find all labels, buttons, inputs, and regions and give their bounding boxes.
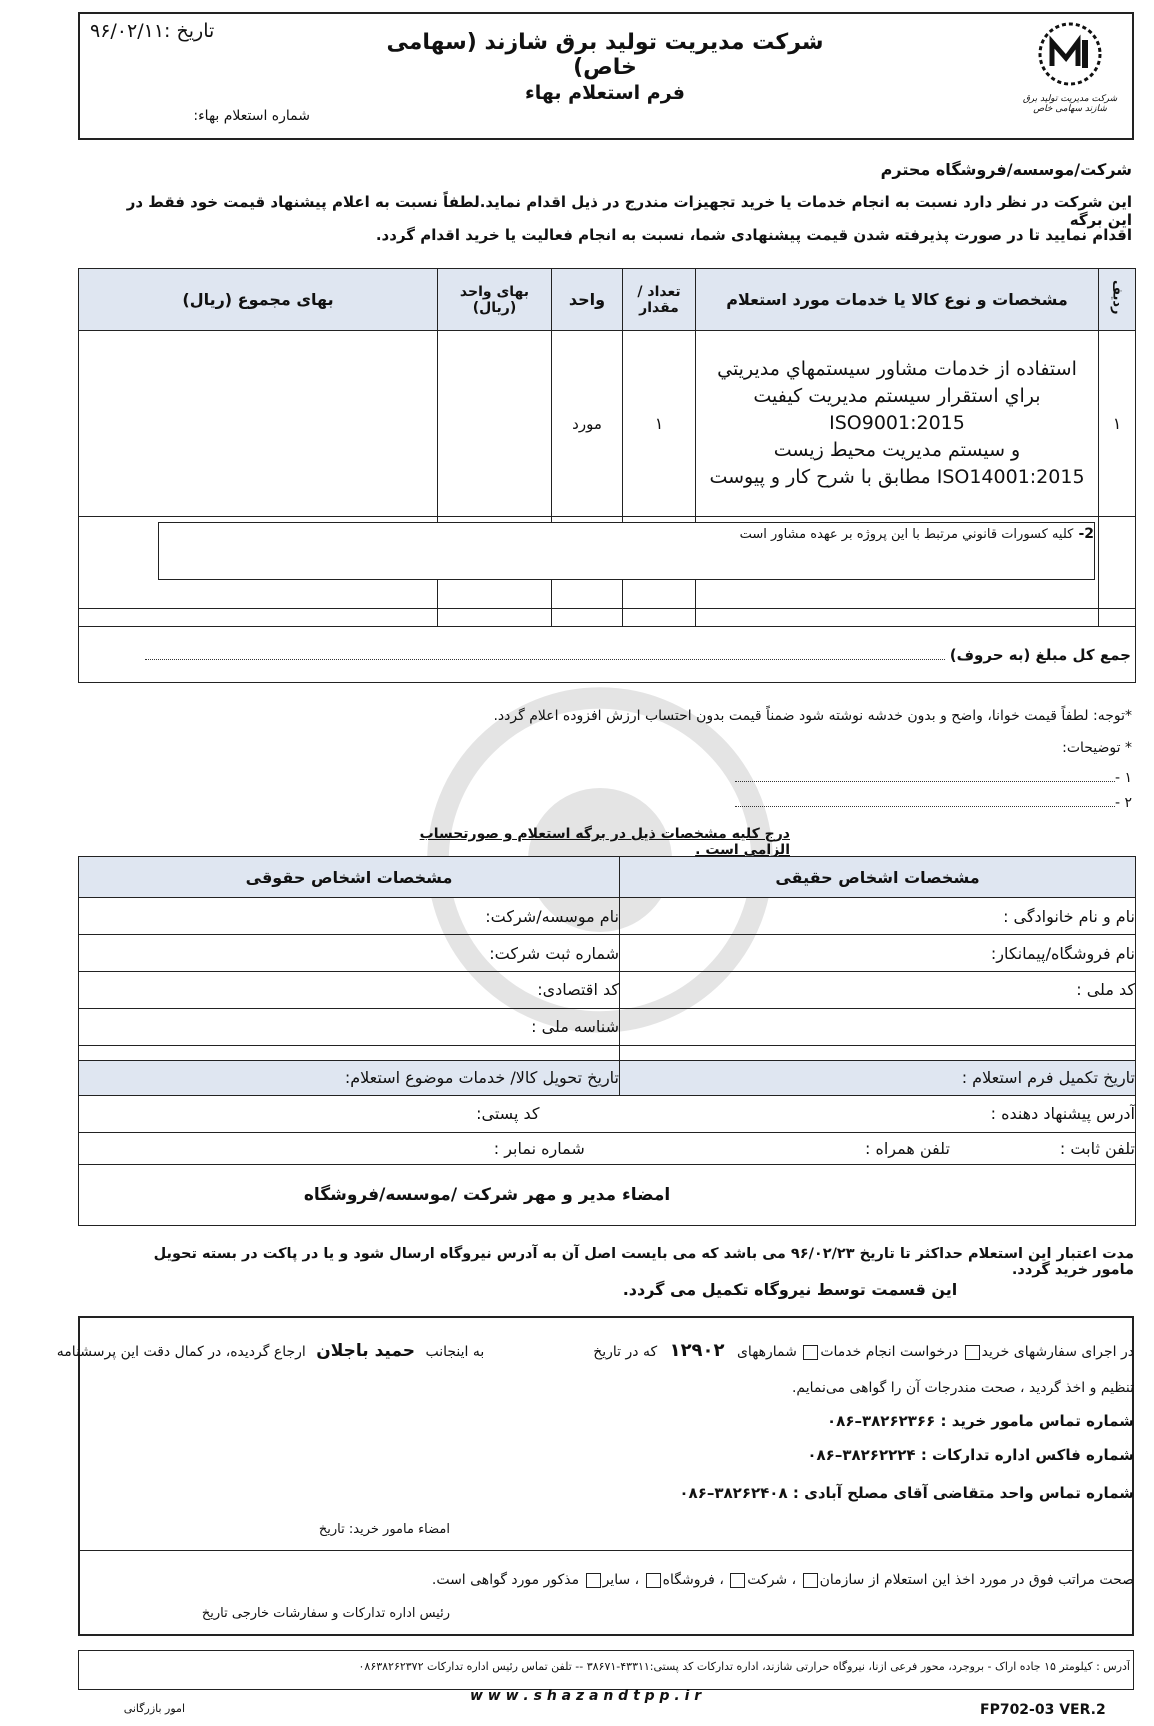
footer-address: آدرس : کیلومتر ۱۵ جاده اراک - بروجرد، محور فرعی ازنا، نیروگاه حرارتی شازند، اداره تدارکات کد پستی:۴۳۳۱۱-۳۸۶۷۱ -- تلفن تماس رئیس اداره تدارکات ۰۸۶۳۸۲۶۲۳۷۲ <box>358 1660 1130 1673</box>
phone-field[interactable]: تلفن ثابت : <box>1059 1138 1135 1158</box>
signature-label: امضاء مدیر و مهر شرکت /موسسه/فروشگاه <box>303 1185 671 1206</box>
company-name-field[interactable]: نام موسسه/شرکت: <box>79 898 620 935</box>
item-unit: مورد <box>552 331 623 517</box>
shop-checkbox[interactable] <box>646 1573 661 1588</box>
fax-field[interactable]: شماره نمابر : <box>493 1138 585 1158</box>
address-field[interactable]: آدرس پیشنهاد دهنده : <box>620 1095 1136 1132</box>
economic-code-field[interactable]: کد اقتصادی: <box>79 972 620 1009</box>
plant-box <box>56 1316 1134 1636</box>
persons-table <box>78 856 1136 1226</box>
procurement-head-label: رئیس اداره تدارکات و سفارشات خارجی تاریخ <box>201 1606 450 1621</box>
explanation-2-field[interactable] <box>735 796 1115 807</box>
col-row-header: ردیف <box>1099 269 1136 331</box>
attention-note: *توجه: لطفاً قیمت خوانا، واضح و بدون خدشه نوشته شود ضمناً قیمت بدون احتساب ارزش افزوده اعلام گردد. <box>493 708 1132 724</box>
organization-checkbox[interactable] <box>803 1573 818 1588</box>
purchase-order-checkbox[interactable] <box>965 1345 980 1360</box>
note-number: 2- <box>1078 526 1094 542</box>
explanation-2: ۲ - <box>710 795 1132 811</box>
col-qty-header: تعداد / مقدار <box>623 269 696 331</box>
form-code: FP702-03 VER.2 <box>980 1702 1106 1718</box>
purchasing-agent: حمید باجلان <box>316 1341 416 1361</box>
intro-line-1: این شرکت در نظر دارد نسبت به انجام خدمات یا خرید تجهیزات مندرج در ذیل اقدام نماید.لطفاً نسبت به اعلام پیشنهاد قیمت خود فقط در این برگه <box>126 193 1132 229</box>
agent-signature-label: امضاء مامور خرید: تاریخ <box>318 1522 450 1537</box>
col-desc-header: مشخصات و نوع کالا یا خدمات مورد استعلام <box>696 269 1099 331</box>
mobile-field[interactable]: تلفن همراه : <box>864 1138 950 1158</box>
logo-text: شرکت مدیریت تولید برق شازند سهامی خاص <box>1022 94 1118 114</box>
order-number: ۱۲۹۰۲ <box>669 1340 725 1361</box>
explanation-1-field[interactable] <box>735 771 1115 782</box>
intro-line-2: اقدام نمایید تا در صورت پذیرفته شدن قیمت پیشنهادی شما، نسبت به انجام فعالیت یا خرید اقدام گردد. <box>375 226 1132 244</box>
sum-in-words-row <box>79 627 1136 683</box>
note-text: كليه كسورات قانوني مرتبط با اين پروژه بر عهده مشاور است <box>739 527 1074 542</box>
completion-date-field[interactable]: تاریخ تکمیل فرم استعلام : <box>620 1060 1136 1095</box>
col-unit-price-header: بهای واحد (ریال) <box>438 269 552 331</box>
procurement-fax: شماره فاکس اداره تدارکات : ۳۸۲۶۲۲۲۴–۰۸۶ <box>807 1446 1134 1464</box>
inquiry-date: تاریخ :۹۶/۰۲/۱۱ <box>90 20 215 42</box>
item-total-price[interactable] <box>79 331 438 517</box>
item-description: استفاده از خدمات مشاور سيستمهاي مديريتي براي استقرار سيستم مديريت كيفيت ISO9001:2015 و سيستم مديريت محيط زيست ISO14001:2015 مطابق با شرح كار و پيوست <box>696 331 1099 517</box>
verification-line: صحت مراتب فوق در مورد اخذ این استعلام از سازمان ، شرکت ، فروشگاه ، سایر مذکور مورد گواهی است. <box>431 1572 1134 1588</box>
national-id-field[interactable]: شناسه ملی : <box>79 1008 620 1045</box>
inquiry-number-label: شماره استعلام بهاء: <box>193 108 310 124</box>
company-name: شرکت مدیریت تولید برق شازند (سهامی خاص) <box>386 30 824 80</box>
signature-row <box>79 1165 1136 1226</box>
legal-persons-header: مشخصات اشخاص حقوقی <box>79 857 620 898</box>
phones-row <box>79 1132 1136 1165</box>
registration-number-field[interactable]: شماره ثبت شرکت: <box>79 935 620 972</box>
col-unit-header: واحد <box>552 269 623 331</box>
plant-box-divider <box>78 1550 1134 1551</box>
website: w w w . s h a z a n d t p p . i r <box>470 1688 702 1704</box>
department-label: امور بازرگانی <box>123 1702 185 1715</box>
plant-line-2: تنظیم و اخذ گردید ، صحت مندرجات آن را گواهی می‌نمایم. <box>791 1380 1134 1396</box>
validity-note: مدت اعتبار این استعلام حداکثر تا تاریخ ۹۶/۰۲/۲۳ می باشد که می بایست اصل آن به آدرس نیروگاه ارسال شود و یا در پاکت در بسته تحویل مامور خرید گردد. <box>153 1246 1134 1278</box>
national-code-field[interactable]: کد ملی : <box>620 972 1136 1009</box>
item-row-number: ۱ <box>1099 331 1136 517</box>
items-table <box>78 268 1136 683</box>
salutation: شرکت/موسسه/فروشگاه محترم <box>880 160 1132 179</box>
explanations-label: * توضیحات: <box>1062 740 1132 756</box>
agent-contact: شماره تماس مامور خرید : ۳۸۲۶۲۳۶۶–۰۸۶ <box>827 1412 1134 1430</box>
mandatory-note: درج کلیه مشخصات ذیل در برگه استعلام و صورتحساب الزامی است . <box>419 826 790 858</box>
item-quantity: ۱ <box>623 331 696 517</box>
other-checkbox[interactable] <box>586 1573 601 1588</box>
explanation-1: ۱ - <box>710 770 1132 786</box>
col-total-header: بهای مجموع (ریال) <box>79 269 438 331</box>
postal-code-field[interactable]: کد پستی: <box>79 1095 620 1132</box>
plant-line-1: در اجرای سفارشهای خرید درخواست انجام خدمات شمارههای ۱۲۹۰۲ که در تاریخ به اینجانب حمید باجلان ارجاع گردیده، در کمال دقت این پرسشنامه <box>56 1340 1134 1361</box>
table-row <box>79 331 1136 517</box>
company-checkbox[interactable] <box>730 1573 745 1588</box>
delivery-date-field[interactable]: تاریخ تحویل کالا/ خدمات موضوع استعلام: <box>79 1060 620 1095</box>
real-persons-header: مشخصات اشخاص حقیقی <box>620 857 1136 898</box>
requester-contact: شماره تماس واحد متقاضی آقای مصلح آبادی : ۳۸۲۶۲۴۰۸–۰۸۶ <box>679 1484 1134 1502</box>
sum-in-words-label: جمع کل مبلغ (به حروف) <box>949 646 1131 664</box>
form-title: فرم استعلام بهاء <box>525 82 685 104</box>
note-box <box>158 522 1095 580</box>
sum-in-words-field[interactable] <box>145 645 945 660</box>
service-request-checkbox[interactable] <box>803 1345 818 1360</box>
plant-section-note: این قسمت توسط نیروگاه تکمیل می گردد. <box>622 1280 958 1299</box>
logo-icon <box>1016 20 1124 90</box>
shop-name-field[interactable]: نام فروشگاه/پیمانکار: <box>620 935 1136 972</box>
logo <box>1016 20 1124 128</box>
full-name-field[interactable]: نام و نام خانوادگی : <box>620 898 1136 935</box>
item-unit-price[interactable] <box>438 331 552 517</box>
